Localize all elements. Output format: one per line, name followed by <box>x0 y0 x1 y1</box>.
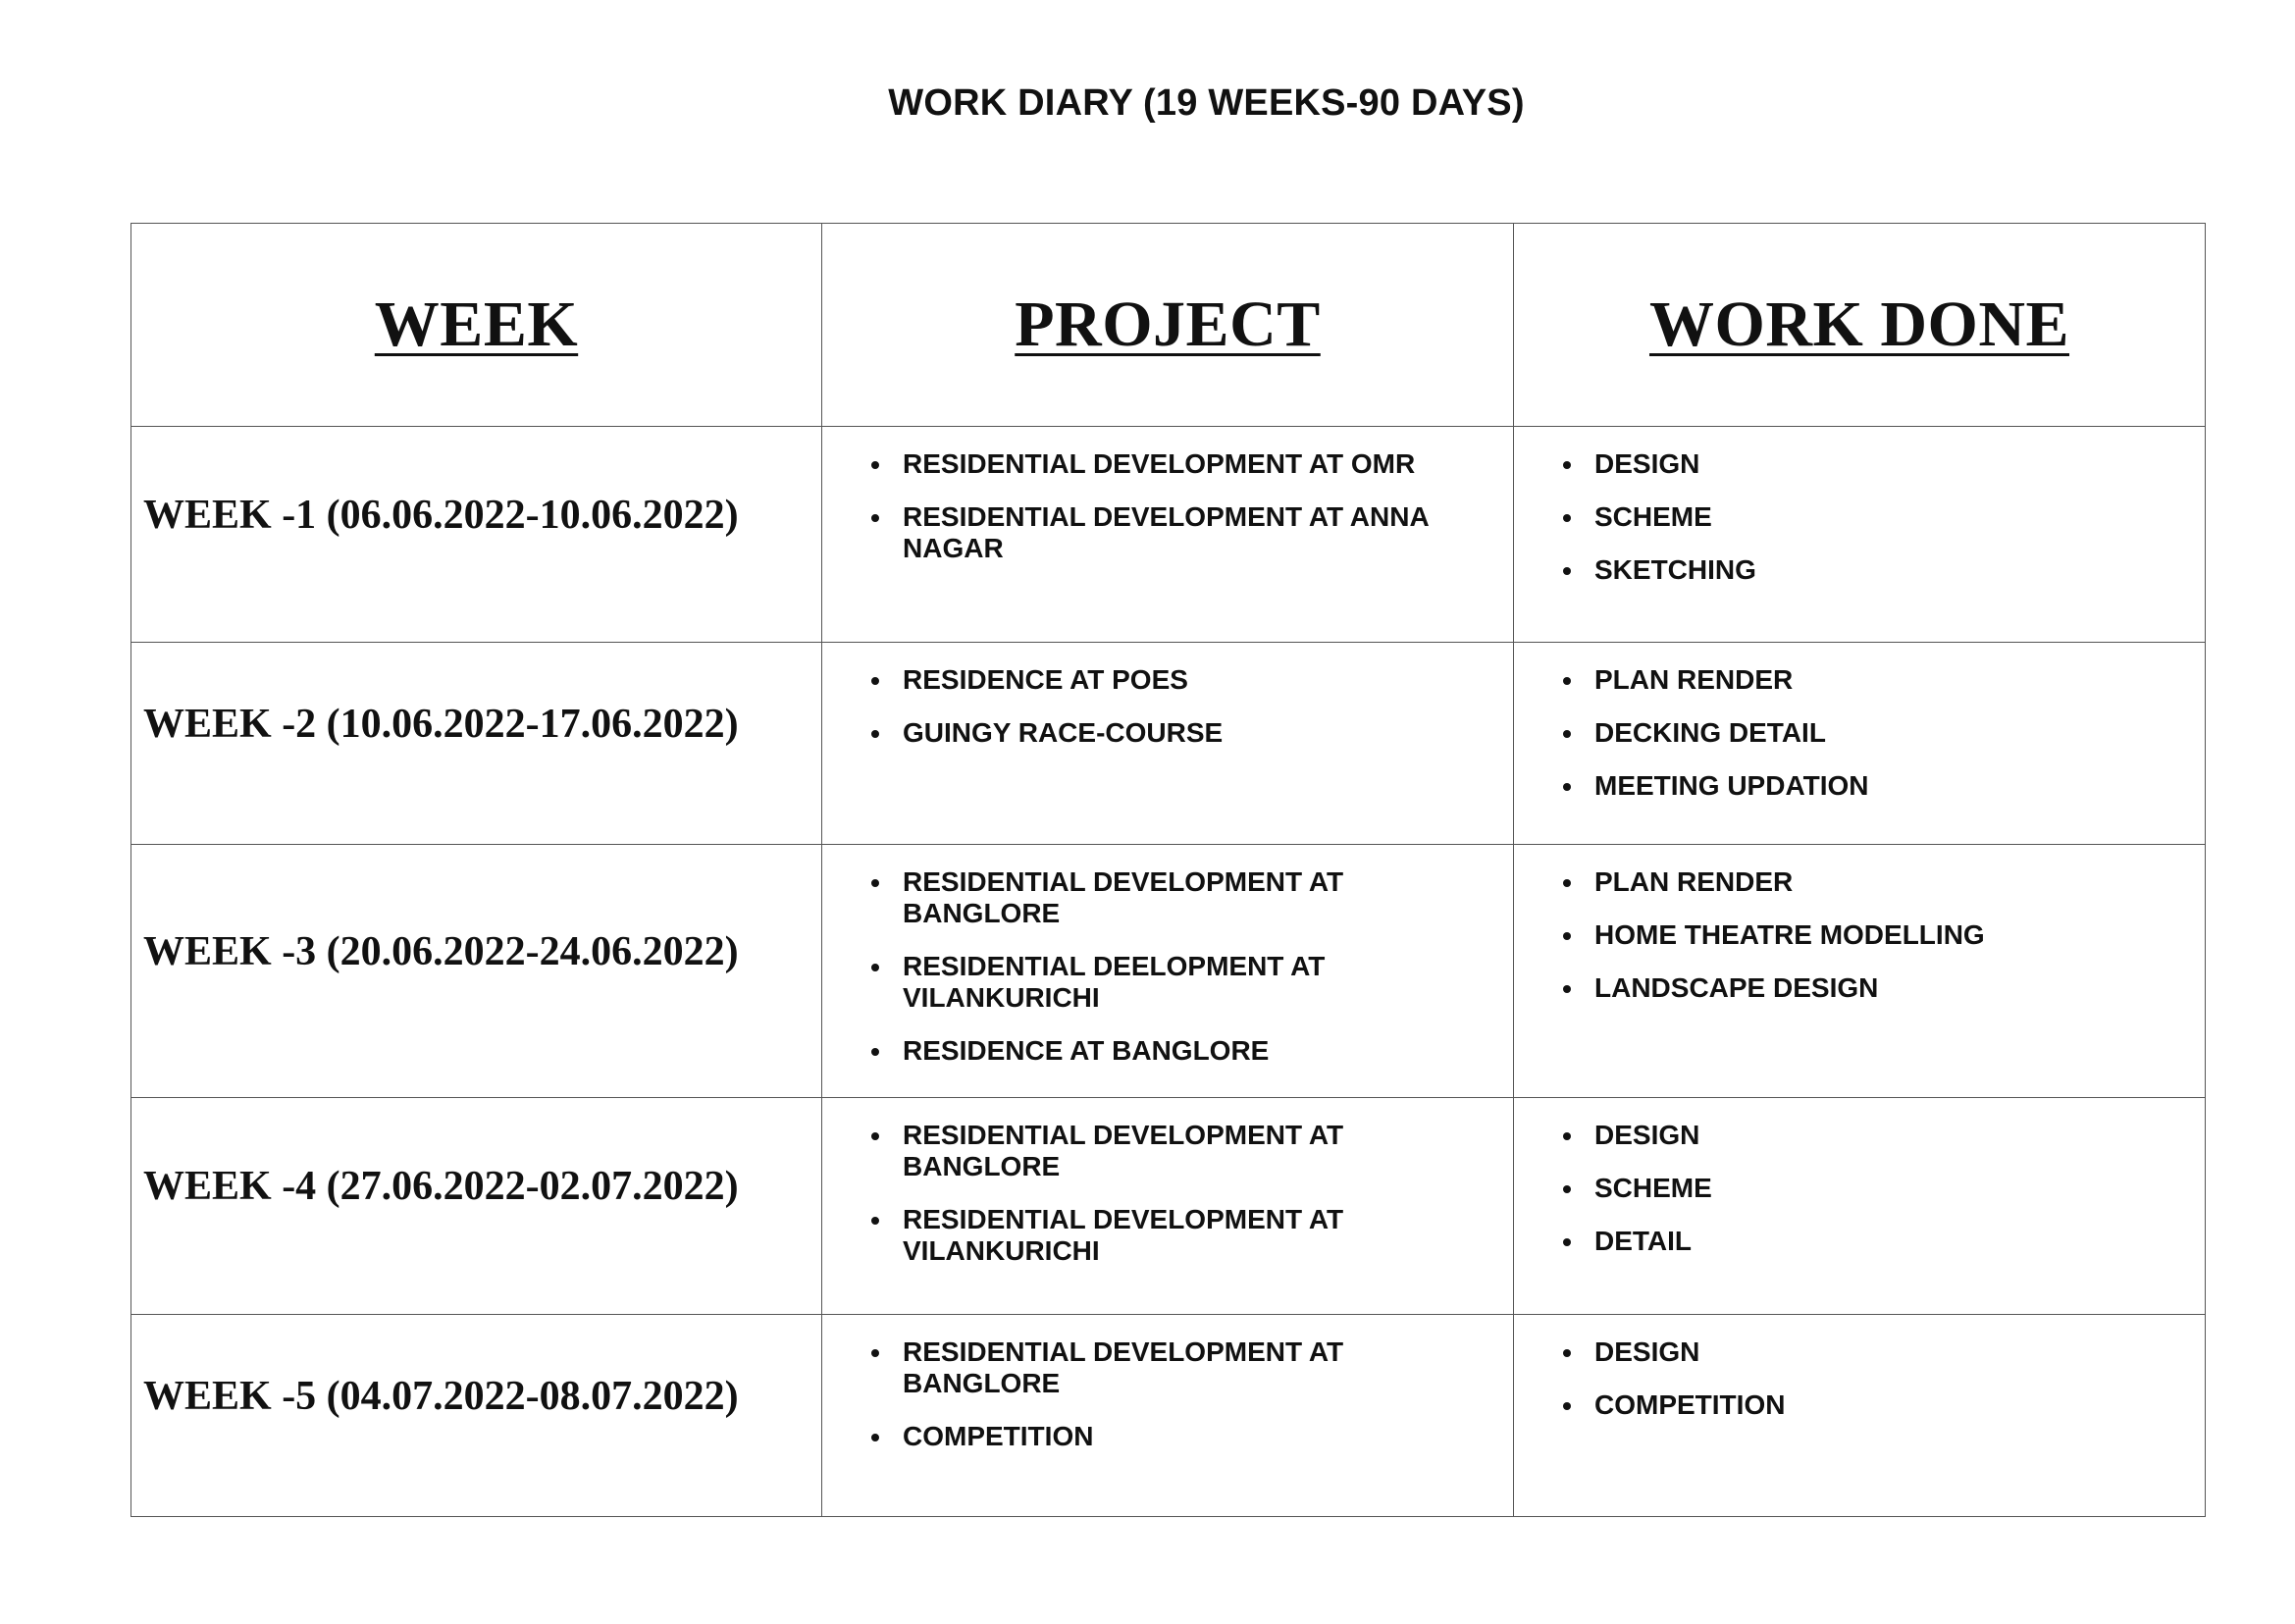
project-list <box>822 643 1513 749</box>
list-item: DETAIL <box>1514 1226 2205 1257</box>
project-cell <box>822 1315 1514 1517</box>
work-done-list <box>1514 1315 2205 1421</box>
project-list <box>822 1098 1513 1267</box>
list-item: SKETCHING <box>1514 554 2205 586</box>
list-item: SCHEME <box>1514 1173 2205 1204</box>
work-done-cell <box>1514 845 2206 1098</box>
list-item: PLAN RENDER <box>1514 664 2205 696</box>
list-item: SCHEME <box>1514 501 2205 533</box>
list-item: RESIDENTIAL DEVELOPMENT AT OMR <box>822 448 1513 480</box>
list-item: RESIDENTIAL DEVELOPMENT AT ANNA NAGAR <box>822 501 1513 564</box>
project-cell <box>822 427 1514 643</box>
header-work-done-label: WORK DONE <box>1648 288 2070 360</box>
header-cell-week <box>131 224 822 427</box>
list-item: COMPETITION <box>1514 1389 2205 1421</box>
work-done-cell <box>1514 1315 2206 1517</box>
header-cell-project <box>822 224 1514 427</box>
week-cell <box>131 1098 822 1315</box>
project-cell <box>822 845 1514 1098</box>
project-list <box>822 845 1513 1067</box>
list-item: RESIDENTIAL DEVELOPMENT AT BANGLORE <box>822 866 1513 929</box>
table-row <box>131 845 2206 1098</box>
header-cell-work-done <box>1514 224 2206 427</box>
week-label: WEEK -4 (27.06.2022-02.07.2022) <box>143 1164 739 1209</box>
list-item: DESIGN <box>1514 1336 2205 1368</box>
list-item: RESIDENCE AT POES <box>822 664 1513 696</box>
work-done-cell <box>1514 643 2206 845</box>
list-item: RESIDENTIAL DEVELOPMENT AT BANGLORE <box>822 1336 1513 1399</box>
work-done-cell <box>1514 427 2206 643</box>
header-row <box>131 224 2206 427</box>
list-item: COMPETITION <box>822 1421 1513 1452</box>
list-item: RESIDENTIAL DEVELOPMENT AT BANGLORE <box>822 1120 1513 1182</box>
week-cell <box>131 845 822 1098</box>
week-label: WEEK -2 (10.06.2022-17.06.2022) <box>143 701 739 747</box>
table-row <box>131 427 2206 643</box>
project-list <box>822 1315 1513 1452</box>
header-project-label: PROJECT <box>1015 288 1321 360</box>
work-done-list <box>1514 1098 2205 1257</box>
list-item: DESIGN <box>1514 448 2205 480</box>
work-done-list <box>1514 845 2205 1004</box>
week-cell <box>131 643 822 845</box>
project-cell <box>822 643 1514 845</box>
project-cell <box>822 1098 1514 1315</box>
work-done-list <box>1514 427 2205 586</box>
list-item: HOME THEATRE MODELLING <box>1514 919 2205 951</box>
list-item: LANDSCAPE DESIGN <box>1514 972 2205 1004</box>
list-item: RESIDENTIAL DEVELOPMENT AT VILANKURICHI <box>822 1204 1513 1267</box>
list-item: RESIDENCE AT BANGLORE <box>822 1035 1513 1067</box>
document-title: WORK DIARY (19 WEEKS-90 DAYS) <box>888 82 1525 124</box>
list-item: RESIDENTIAL DEELOPMENT AT VILANKURICHI <box>822 951 1513 1014</box>
list-item: PLAN RENDER <box>1514 866 2205 898</box>
list-item: MEETING UPDATION <box>1514 770 2205 802</box>
week-cell <box>131 427 822 643</box>
table-row <box>131 643 2206 845</box>
table-row <box>131 1315 2206 1517</box>
week-label: WEEK -3 (20.06.2022-24.06.2022) <box>143 928 739 974</box>
work-diary-table <box>130 223 2206 1517</box>
list-item: GUINGY RACE-COURSE <box>822 717 1513 749</box>
header-week-label: WEEK <box>374 288 579 360</box>
week-label: WEEK -5 (04.07.2022-08.07.2022) <box>143 1373 739 1419</box>
project-list <box>822 427 1513 564</box>
work-done-cell <box>1514 1098 2206 1315</box>
week-label: WEEK -1 (06.06.2022-10.06.2022) <box>143 492 739 538</box>
work-done-list <box>1514 643 2205 802</box>
table-row <box>131 1098 2206 1315</box>
list-item: DESIGN <box>1514 1120 2205 1151</box>
week-cell <box>131 1315 822 1517</box>
list-item: DECKING DETAIL <box>1514 717 2205 749</box>
